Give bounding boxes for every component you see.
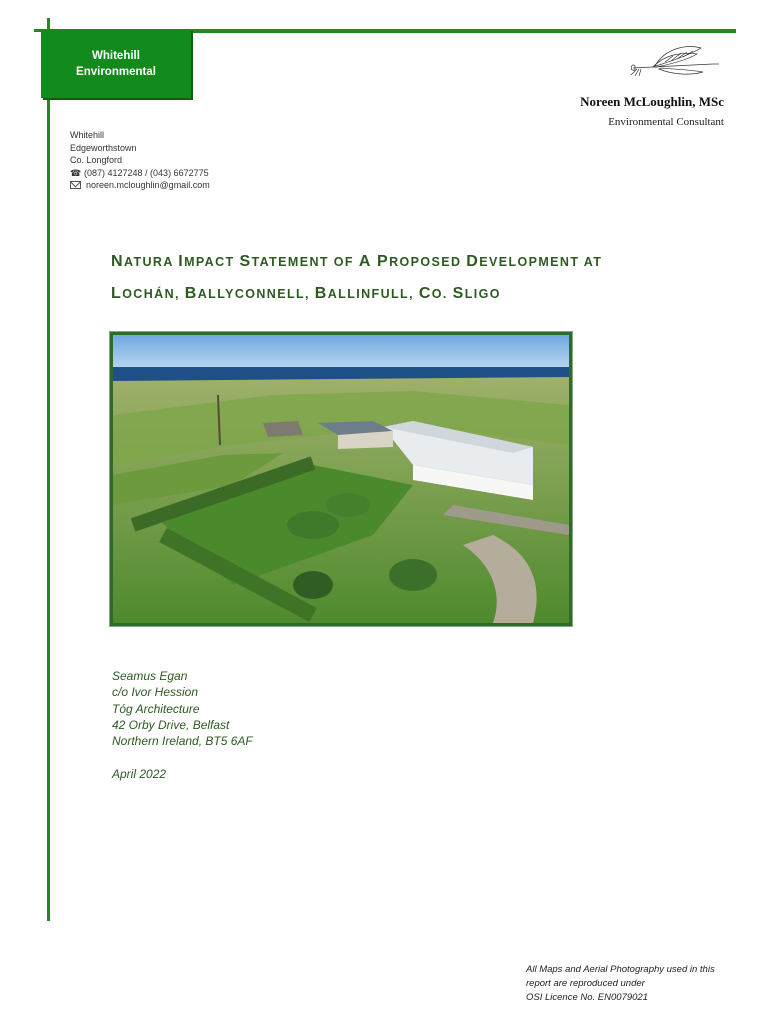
- logo-line-1: Whitehill: [92, 49, 140, 62]
- author-name: Noreen McLoughlin, MSc: [580, 94, 724, 109]
- title-segment: ALLYCONNELL,: [197, 287, 315, 301]
- title-segment: LIGO: [464, 287, 501, 301]
- phone-row: [70, 167, 210, 180]
- title-segment: ROPOSED: [389, 255, 467, 269]
- phone-icon: ☎: [70, 167, 82, 178]
- licence-line-1: All Maps and Aerial Photography used in this: [526, 964, 715, 975]
- mail-icon: [70, 181, 81, 189]
- title-segment: TATEMENT OF: [251, 255, 359, 269]
- client-line-3: Tóg Architecture: [112, 701, 200, 716]
- licence-line-2: report are reproduced under: [526, 978, 645, 989]
- licence-line-3: OSI Licence No. EN0079021: [526, 992, 648, 1003]
- client-name: Seamus Egan: [112, 669, 188, 683]
- client-line-5: Northern Ireland, BT5 6AF: [112, 734, 253, 749]
- title-segment: ATURA: [123, 255, 179, 269]
- client-address: [112, 668, 253, 749]
- email-address: noreen.mcloughlin@gmail.com: [86, 180, 210, 190]
- licence-note: [526, 963, 715, 1005]
- address-line-1: Whitehill: [70, 130, 105, 140]
- title-segment: EVELOPMENT AT: [479, 255, 603, 269]
- title-segment: I: [178, 253, 185, 270]
- author-role: Environmental Consultant: [608, 116, 724, 128]
- title-segment: OCHÁN,: [122, 287, 185, 301]
- title-segment: L: [111, 285, 123, 302]
- title-segment: ALLINFULL,: [327, 287, 419, 301]
- title-segment: MPACT: [184, 255, 240, 269]
- aerial-photo: [110, 332, 572, 626]
- title-segment: D: [466, 253, 480, 270]
- contact-address: [70, 129, 210, 192]
- title-segment: O.: [431, 287, 453, 301]
- logo-line-2: Environmental: [76, 65, 156, 78]
- title-line-2: [111, 278, 711, 310]
- top-border-line: [190, 29, 736, 33]
- title-segment: C: [418, 285, 432, 302]
- title-segment: B: [314, 285, 328, 302]
- title-segment: N: [111, 253, 124, 270]
- document-title: [111, 246, 711, 310]
- address-line-3: Co. Longford: [70, 155, 123, 165]
- client-line-2: c/o Ivor Hession: [112, 685, 199, 700]
- title-segment: B: [184, 285, 198, 302]
- title-segment: S: [452, 285, 465, 302]
- client-line-4: 42 Orby Drive, Belfast: [112, 717, 230, 732]
- email-row: [70, 179, 210, 192]
- title-segment: A P: [358, 253, 390, 270]
- left-border-line: [47, 18, 50, 921]
- address-line-2: Edgeworthstown: [70, 142, 137, 153]
- dragonfly-icon: [625, 42, 721, 78]
- phone-number: (087) 4127248 / (043) 6672775: [84, 167, 209, 178]
- title-segment: S: [239, 253, 252, 270]
- report-date: April 2022: [112, 767, 167, 781]
- title-line-1: [111, 246, 711, 278]
- company-logo: [41, 29, 191, 98]
